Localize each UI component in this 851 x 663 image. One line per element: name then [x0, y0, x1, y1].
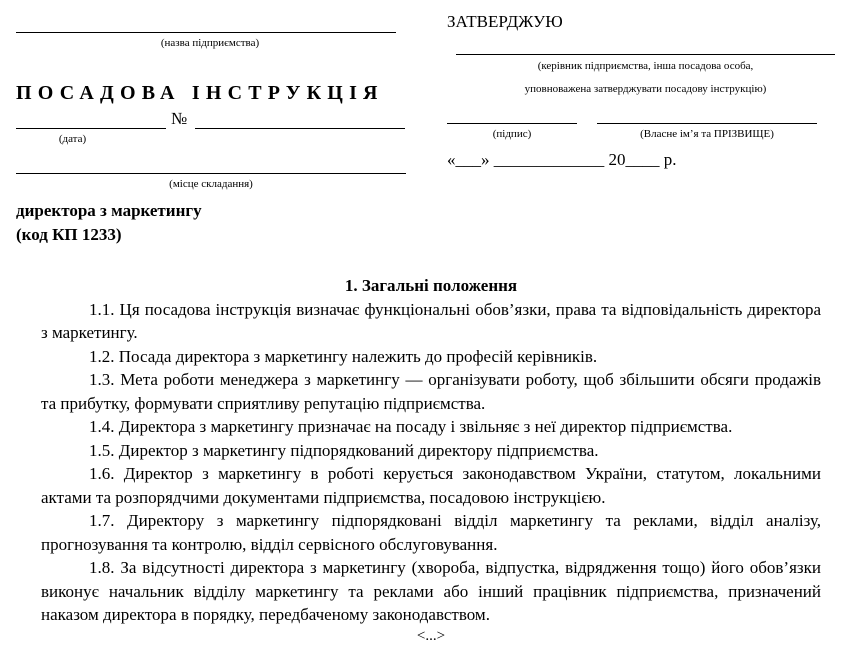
place-caption: (місце складання)	[169, 178, 253, 190]
name-caption: (Власне ім’я та ПРІЗВИЩЕ)	[640, 128, 774, 140]
signature-caption: (підпис)	[492, 128, 532, 140]
signature-line	[447, 123, 577, 124]
approver-caption-1: (керівник підприємства, інша посадова особа,	[537, 60, 754, 72]
number-line	[195, 128, 405, 129]
date-line	[16, 128, 166, 129]
paragraph-1-2: 1.2. Посада директора з маркетингу належить до професій керівників.	[89, 346, 598, 366]
approver-line	[456, 54, 835, 55]
paragraph-1-4: 1.4. Директора з маркетингу призначає на посаду і звільняє з неї директор підприємства.	[89, 417, 733, 436]
position-code: (код КП 1233)	[16, 225, 122, 244]
approval-date-line: «___» _____________ 20____ р.	[447, 150, 677, 169]
paragraph-1-3: 1.3. Мета роботи менеджера з маркетингу — організувати роботу, щоб збільшити обсяги продажів та прибутку, формувати сприятливу репутацію підприємства.	[41, 370, 821, 413]
paragraph-1-6: 1.6. Директор з маркетингу в роботі керується законодавством України, статутом, локальними актами та розпорядчими документами підприємства, посадовою інструкцією.	[41, 464, 821, 507]
approver-caption-2: уповноважена затверджувати посадову інструкцію)	[524, 83, 767, 95]
paragraph-1-8: 1.8. За відсутності директора з маркетингу (хвороба, відпустка, відрядження тощо) його обов’язки виконує начальник відділу маркетингу та реклами або інший працівник підприємства, призначений наказом директора в порядку, передбаченому законодавством.	[41, 558, 821, 624]
number-sign: №	[171, 109, 188, 128]
company-name-line	[16, 32, 396, 33]
paragraph-1-5: 1.5. Директор з маркетингу підпорядкований директору підприємства.	[89, 440, 599, 460]
continuation-mark: <...>	[416, 627, 446, 644]
paragraph-1-7: 1.7. Директору з маркетингу підпорядковані відділ маркетингу та реклами, відділ аналізу, прогнозування та контролю, відділ сервісного обслуговування.	[41, 511, 821, 554]
document-title: ПОСАДОВА ІНСТРУКЦІЯ	[16, 82, 384, 104]
place-line	[16, 173, 406, 174]
general-provisions-section	[41, 274, 821, 645]
company-name-caption: (назва підприємства)	[160, 37, 260, 49]
name-line	[597, 123, 817, 124]
paragraph-1-1: 1.1. Ця посадова інструкція визначає функціональні обов’язки, права та відповідальність директора з маркетингу.	[41, 299, 821, 342]
date-caption: (дата)	[58, 133, 87, 145]
section-heading: 1. Загальні положення	[344, 276, 518, 295]
position-title: директора з маркетингу	[16, 201, 202, 220]
approval-label: ЗАТВЕРДЖУЮ	[447, 12, 563, 31]
